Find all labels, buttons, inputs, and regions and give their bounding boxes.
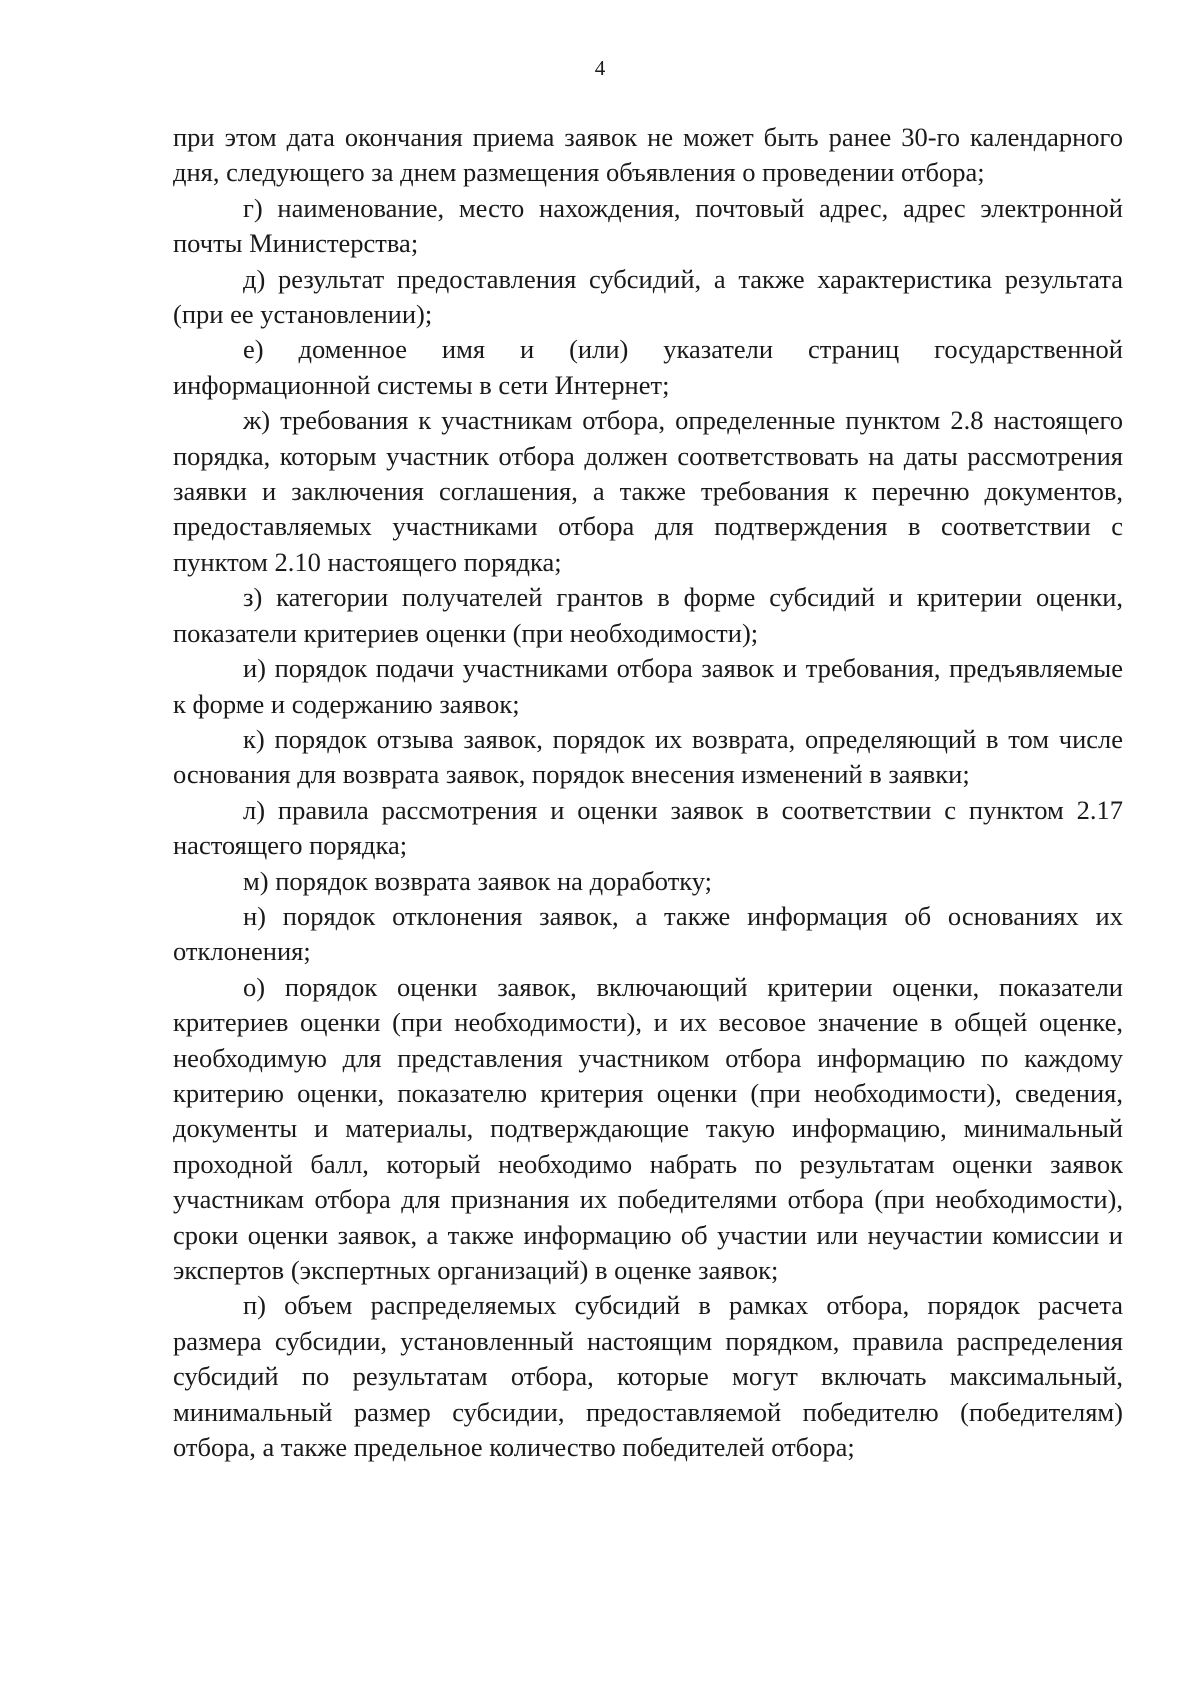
paragraph-item-zh: ж) требования к участникам отбора, определенные пунктом 2.8 настоящего порядка, которым участник отбора должен соответствовать на даты рассмотрения заявки и заключения соглашения, а также требования к перечню документов, предоставляемых участниками отбора для подтверждения в соответствии с пунктом 2.10 настоящего порядка; <box>173 405 1123 577</box>
paragraph-continuation: при этом дата окончания приема заявок не может быть ранее 30-го календарного дня, следующего за днем размещения объявления о проведении отбора; <box>173 122 1123 188</box>
paragraph-item-e: е) доменное имя и (или) указатели страниц государственной информационной системы в сети Интернет; <box>173 334 1123 400</box>
paragraph-item-m: м) порядок возврата заявок на доработку; <box>243 865 713 896</box>
paragraph-item-i: и) порядок подачи участниками отбора заявок и требования, предъявляемые к форме и содержанию заявок; <box>173 653 1123 719</box>
paragraph-item-n: н) порядок отклонения заявок, а также информация об основаниях их отклонения; <box>173 900 1123 967</box>
document-body <box>173 120 1123 1465</box>
paragraph-item-l: л) правила рассмотрения и оценки заявок в соответствии с пунктом 2.17 настоящего порядка; <box>173 794 1123 861</box>
paragraph-item-z: з) категории получателей грантов в форме субсидий и критерии оценки, показатели критериев оценки (при необходимости); <box>173 582 1123 648</box>
paragraph-item-p: п) объем распределяемых субсидий в рамках отбора, порядок расчета размера субсидии, установленный настоящим порядком, правила распределения субсидий по результатам отбора, которые могут включать максимальный, минимальный размер субсидии, предоставляемой победителю (победителям) отбора, а также предельное количество победителей отбора; <box>173 1290 1123 1463</box>
page-number: 4 <box>594 56 606 80</box>
paragraph-item-k: к) порядок отзыва заявок, порядок их возврата, определяющий в том числе основания для возврата заявок, порядок внесения изменений в заявки; <box>173 723 1123 790</box>
paragraph-item-g: г) наименование, место нахождения, почтовый адрес, адрес электронной почты Министерства; <box>173 192 1123 259</box>
paragraph-item-o: о) порядок оценки заявок, включающий критерии оценки, показатели критериев оценки (при необходимости), и их весовое значение в общей оценке, необходимую для представления участником отбора информацию по каждому критерию оценки, показателю критерия оценки (при необходимости), сведения, документы и материалы, подтверждающие такую информацию, минимальный проходной балл, который необходимо набрать по результатам оценки заявок участникам отбора для признания их победителями отбора (при необходимости), сроки оценки заявок, а также информацию об участии или неучастии комиссии и экспертов (экспертных организаций) в оценке заявок; <box>173 971 1123 1285</box>
paragraph-item-d: д) результат предоставления субсидий, а также характеристика результата (при ее установлении); <box>173 263 1123 330</box>
